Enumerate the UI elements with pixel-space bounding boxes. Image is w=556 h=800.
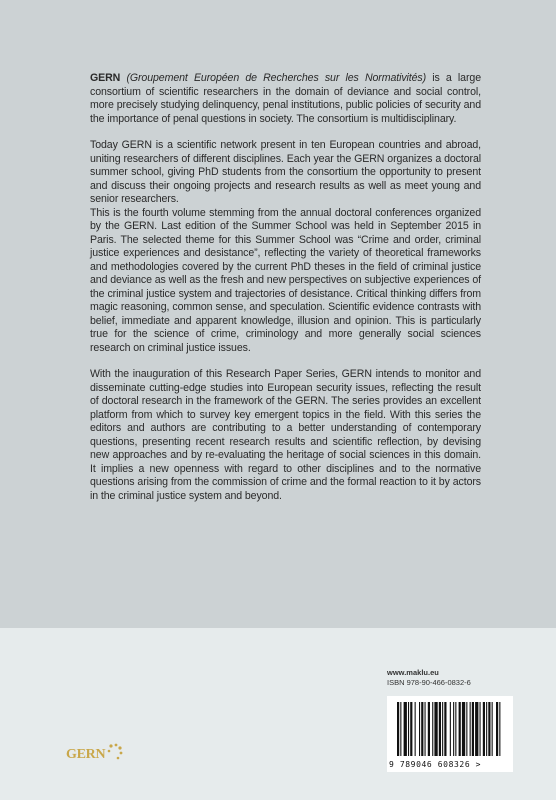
barcode-bar <box>415 702 416 756</box>
barcode-bar <box>432 702 433 756</box>
barcode-bar <box>472 702 474 756</box>
barcode-bar <box>444 702 446 756</box>
barcode-bar <box>453 702 454 756</box>
paragraph-series: With the inauguration of this Research Paper Series, GERN intends to monitor and disseminate cutting-edge studies into European security issues, reflecting the result of doctoral research in the framework of the GERN. The series provides an excellent platform from which to survey key emergent topics in the field. With this series the editors and authors are contributing to a better understanding of contemporary questions, presenting recent research results and scientific reflection, by devising new approaches and by re-evaluating the heritage of social sciences in this domain. It implies a new openness with regard to other disciplines and to the normative questions arising from the commission of crime and the formal reaction to it by actors in the criminal justice system and beyond. <box>90 368 481 502</box>
barcode-bar <box>475 702 478 756</box>
barcode-bar <box>483 702 485 756</box>
barcode-bar <box>450 702 451 756</box>
barcode-bar <box>455 702 456 756</box>
isbn-number: ISBN 978-90-466-0832-6 <box>387 678 471 687</box>
barcode-bar <box>499 702 500 756</box>
star-cluster-icon <box>106 743 124 761</box>
barcode-bar <box>410 702 412 756</box>
barcode-bar <box>434 702 437 756</box>
barcode-bars <box>387 696 513 758</box>
gern-acronym: GERN <box>90 72 121 84</box>
barcode-bar <box>397 702 399 756</box>
barcode-bar <box>466 702 467 756</box>
paragraph-volume: This is the fourth volume stemming from the annual doctoral conferences organized by the GERN. Last edition of the Summer School was held in September 2015 in Paris. The selected theme for this Summer School was “Crime and order, criminal justice experiences and desistance”, reflecting the variety of theoretical frameworks and methodologies covered by the current PhD theses in the field of criminal justice and deviance as well as the fresh and new perspectives on subjective experiences of the criminal justice system and trajectories of desistance. Critical thinking differs from magic reasoning, common sense, and speculation. Scientific evidence contrasts with belief, immediate and apparent knowledge, illusion and opinion. This is particularly true for the science of crime, criminology and more generally social sciences research on criminal justice issues. <box>90 206 481 354</box>
publisher-info <box>387 668 513 688</box>
barcode-bar <box>404 702 407 756</box>
barcode-bar <box>419 702 420 756</box>
barcode-bar <box>421 702 423 756</box>
barcode-bar <box>486 702 487 756</box>
blurb-text <box>90 72 481 503</box>
isbn-barcode <box>387 696 513 772</box>
barcode-bar <box>492 702 493 756</box>
barcode-bar <box>462 702 465 756</box>
barcode-bar <box>496 702 498 756</box>
gern-full-name: (Groupement Européen de Recherches sur les Normativités) <box>126 72 427 84</box>
paragraph-intro-text: is a large consortium of scientific researchers in the domain of deviance and social control, more precisely studying delinquency, penal institutions, public policies of security and the importance of penal questions in society. The consortium is multidisciplinary. <box>90 72 481 125</box>
barcode-digits: 9 789046 608326 > <box>389 760 482 769</box>
barcode-bar <box>428 702 430 756</box>
barcode-bar <box>442 702 443 756</box>
publisher-url[interactable]: www.maklu.eu <box>387 668 439 677</box>
paragraph-intro <box>90 72 481 126</box>
barcode-bar <box>488 702 490 756</box>
barcode-bar <box>470 702 471 756</box>
back-cover-footer <box>0 628 556 800</box>
barcode-bar <box>459 702 461 756</box>
paragraph-network: Today GERN is a scientific network present in ten European countries and abroad, uniting researchers of different disciplines. Each year the GERN organizes a doctoral summer school, giving PhD students from the consortium the opportunity to present and discuss their ongoing projects and research results as well as meet young and senior researchers. <box>90 139 481 205</box>
barcode-bar <box>439 702 441 756</box>
barcode-bar <box>400 702 401 756</box>
barcode-bar <box>408 702 409 756</box>
barcode-bar <box>425 702 426 756</box>
logo-text: GERN <box>66 747 106 762</box>
gern-logo <box>66 743 126 769</box>
barcode-bar <box>480 702 481 756</box>
